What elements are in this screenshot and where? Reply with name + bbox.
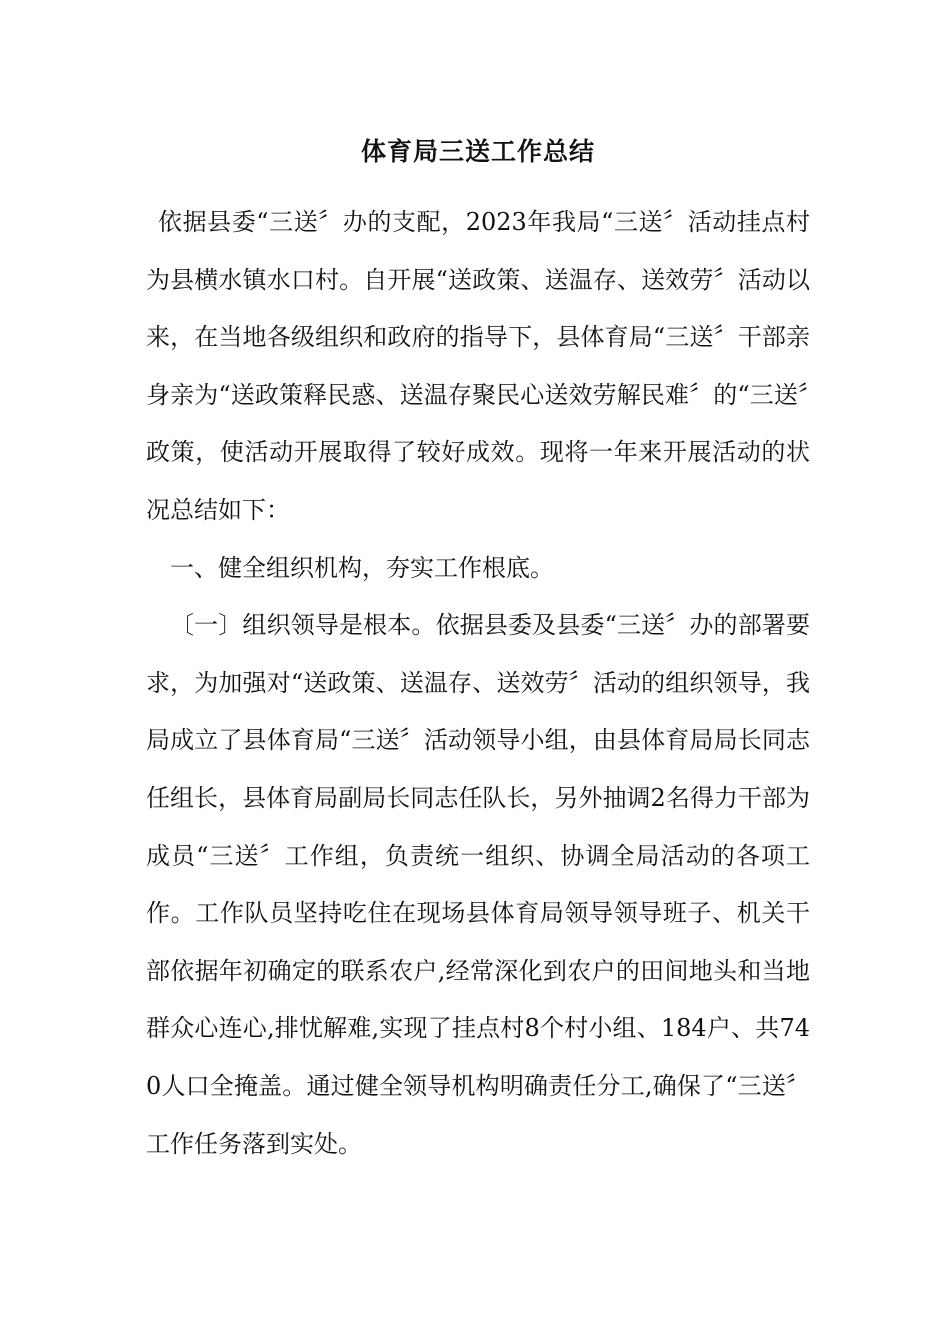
document-body — [146, 132, 810, 1173]
paragraph-intro: 依据县委“三送〞办的支配，2023年我局“三送〞活动挂点村为县横水镇水口村。自开展“送政策、送温存、送效劳〞活动以来，在当地各级组织和政府的指导下，县体育局“三送〞干部亲身亲为“送政策释民惑、送温存聚民心送效劳解民难〞的“三送〞政策，使活动开展取得了较好成效。现将一年来开展活动的状况总结如下： — [146, 208, 810, 524]
paragraph-subsection-1: 〔一〕组织领导是根本。依据县委及县委“三送〞办的部署要求，为加强对“送政策、送温存、送效劳〞活动的组织领导，我局成立了县体育局“三送〞活动领导小组，由县体育局局长同志任组长，县体育局副局长同志任队长，另外抽调2名得力干部为成员“三送〞工作组，负责统一组织、协调全局活动的各项工作。工作队员坚持吃住在现场县体育局领导领导班子、机关干部依据年初确定的联系农户,经常深化到农户的田间地头和当地群众心连心,排忧解难,实现了挂点村8个村小组、184户、共740人口全掩盖。通过健全领导机构明确责任分工,确保了“三送〞工作任务落到实处。 — [146, 611, 810, 1158]
section-heading-1: 一、健全组织机构，夯实工作根底。 — [170, 553, 554, 582]
document-title: 体育局三送工作总结 — [360, 137, 595, 166]
